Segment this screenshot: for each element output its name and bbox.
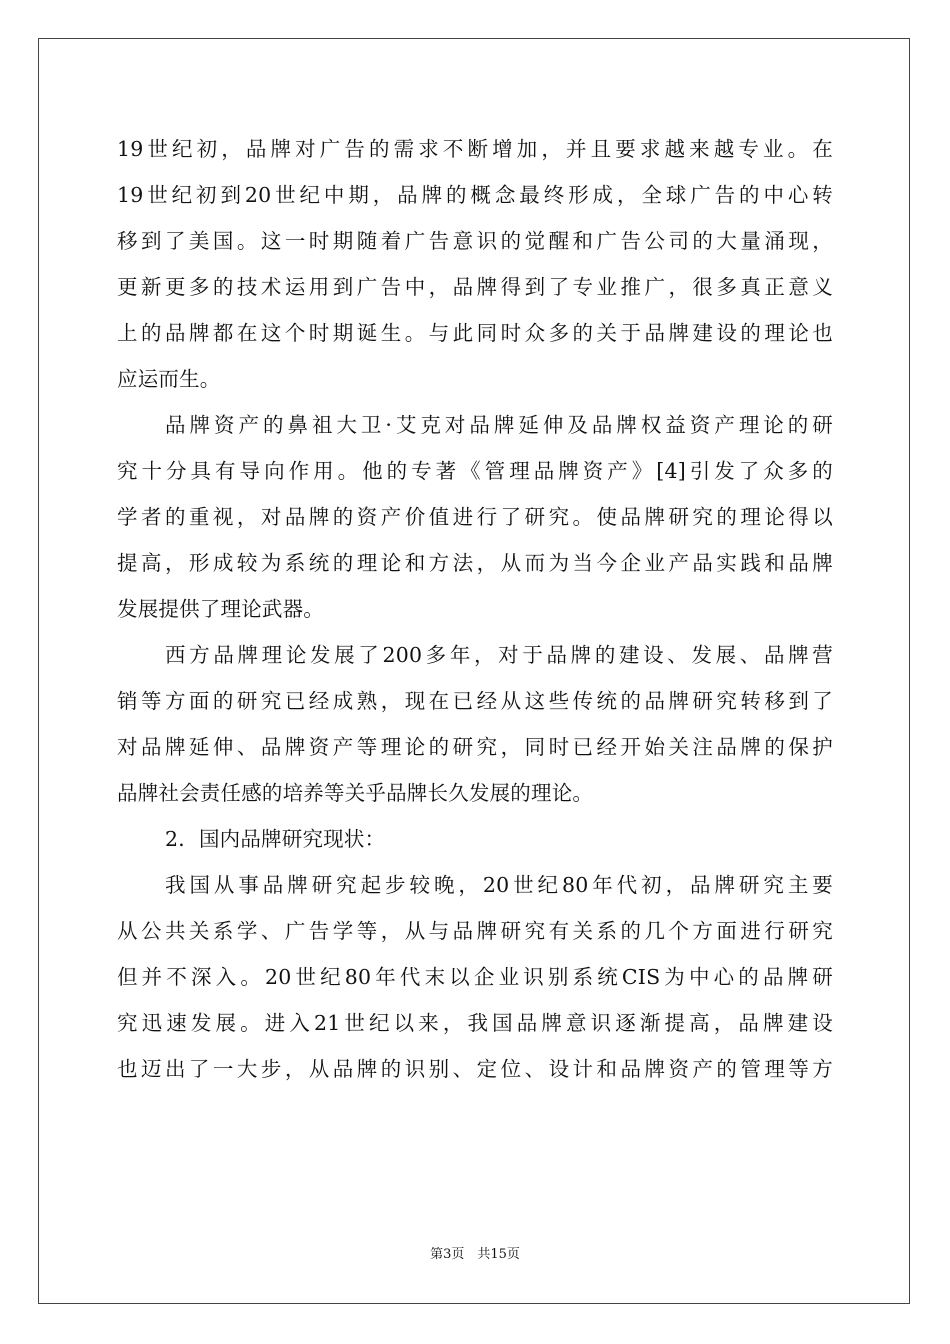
paragraph [117, 862, 833, 1092]
text-line: 我国从事品牌研究起步较晚，20世纪80年代初，品牌研究主要 [165, 873, 833, 897]
text-line: 也迈出了一大步，从品牌的识别、定位、设计和品牌资产的管理等方 [117, 1057, 833, 1081]
text-line: 对品牌延伸、品牌资产等理论的研究，同时已经开始关注品牌的保护 [117, 735, 833, 759]
text-line: 19世纪初到20世纪中期，品牌的概念最终形成，全球广告的中心转 [117, 183, 833, 207]
document-body [117, 126, 833, 1092]
text-line: 应运而生。 [117, 367, 221, 391]
text-line: 更新更多的技术运用到广告中，品牌得到了专业推广，很多真正意义 [117, 275, 833, 299]
text-line: 发展提供了理论武器。 [117, 597, 324, 621]
text-line: 西方品牌理论发展了200多年，对于品牌的建设、发展、品牌营 [165, 643, 833, 667]
text-line: 究十分具有导向作用。他的专著《管理品牌资产》[4]引发了众多的 [117, 459, 833, 483]
text-line: 上的品牌都在这个时期诞生。与此同时众多的关于品牌建设的理论也 [117, 321, 833, 345]
text-line: 从公共关系学、广告学等，从与品牌研究有关系的几个方面进行研究 [117, 919, 833, 943]
text-line: 提高，形成较为系统的理论和方法，从而为当今企业产品实践和品牌 [117, 551, 833, 575]
text-line: 2．国内品牌研究现状： [165, 827, 386, 851]
text-line: 19世纪初，品牌对广告的需求不断增加，并且要求越来越专业。在 [117, 137, 833, 161]
text-line: 销等方面的研究已经成熟，现在已经从这些传统的品牌研究转移到了 [117, 689, 833, 713]
text-line: 学者的重视，对品牌的资产价值进行了研究。使品牌研究的理论得以 [117, 505, 833, 529]
paragraph [117, 402, 833, 632]
paragraph [117, 816, 833, 862]
paragraph [117, 632, 833, 816]
paragraph [117, 126, 833, 402]
page-footer: 第3页 共15页 [430, 1247, 520, 1262]
text-line: 但并不深入。20世纪80年代末以企业识别系统CIS为中心的品牌研 [117, 965, 833, 989]
text-line: 究迅速发展。进入21世纪以来，我国品牌意识逐渐提高，品牌建设 [117, 1011, 833, 1035]
text-line: 移到了美国。这一时期随着广告意识的觉醒和广告公司的大量涌现， [117, 229, 833, 253]
text-line: 品牌资产的鼻祖大卫·艾克对品牌延伸及品牌权益资产理论的研 [165, 413, 833, 437]
text-line: 品牌社会责任感的培养等关乎品牌长久发展的理论。 [117, 781, 594, 805]
